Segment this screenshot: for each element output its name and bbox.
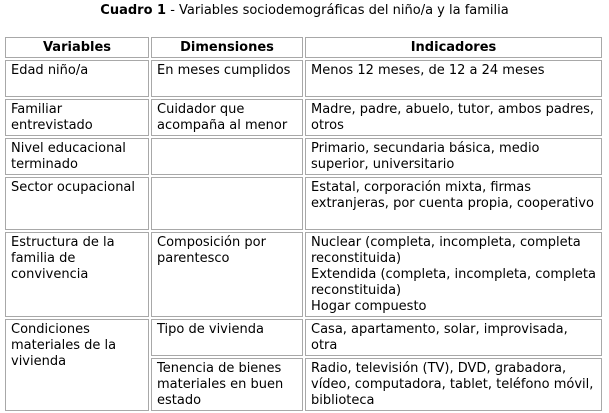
dimension-cell: Cuidador que acompaña al menor — [151, 99, 303, 136]
variable-cell: Familiar entrevistado — [5, 99, 149, 136]
indicator-line: Menos 12 meses, de 12 a 24 meses — [311, 63, 545, 78]
dimension-cell: Composición por parentesco — [151, 232, 303, 317]
variable-cell: Nivel educacional terminado — [5, 138, 149, 175]
caption-label: Cuadro 1 — [100, 3, 167, 18]
indicator-line: Casa, apartamento, solar, improvisada, otra — [311, 322, 568, 353]
indicator-line: Estatal, corporación mixta, firmas extranjeras, por cuenta propia, cooperativo — [311, 180, 594, 211]
variable-cell: Edad niño/a — [5, 60, 149, 97]
header-dimensiones: Dimensiones — [151, 37, 303, 58]
variable-cell: Estructura de la familia de convivencia — [5, 232, 149, 317]
table-row — [5, 60, 602, 97]
header-indicadores: Indicadores — [305, 37, 602, 58]
dimension-cell — [151, 177, 303, 230]
dimension-cell: Tenencia de bienes materiales en buen estado — [151, 358, 303, 411]
dimension-cell: En meses cumplidos — [151, 60, 303, 97]
indicator-line: Madre, padre, abuelo, tutor, ambos padres, otros — [311, 102, 595, 133]
indicator-line: Extendida (completa, incompleta, completa reconstituida) — [311, 267, 596, 298]
variable-cell: Sector ocupacional — [5, 177, 149, 230]
indicator-cell — [305, 138, 602, 175]
indicator-line: Hogar compuesto — [311, 299, 427, 314]
indicator-cell — [305, 177, 602, 230]
indicator-cell — [305, 358, 602, 411]
header-variables: Variables — [5, 37, 149, 58]
table-row — [5, 99, 602, 136]
table-row — [5, 177, 602, 230]
table-row — [5, 319, 602, 356]
table-row — [5, 232, 602, 317]
indicator-cell — [305, 99, 602, 136]
indicator-cell — [305, 319, 602, 356]
indicator-line: Radio, televisión (TV), DVD, grabadora, vídeo, computadora, tablet, teléfono móvil, biblioteca — [311, 361, 594, 408]
variables-table — [3, 35, 604, 413]
variable-cell: Condiciones materiales de la vivienda — [5, 319, 149, 411]
indicator-line: Primario, secundaria básica, medio superior, universitario — [311, 141, 540, 172]
indicator-cell — [305, 232, 602, 317]
caption-text: - Variables sociodemográficas del niño/a y la familia — [166, 3, 509, 18]
table-caption — [0, 2, 609, 20]
indicator-line: Nuclear (completa, incompleta, completa reconstituida) — [311, 235, 581, 266]
indicator-cell — [305, 60, 602, 97]
dimension-cell: Tipo de vivienda — [151, 319, 303, 356]
table-row — [5, 138, 602, 175]
header-row — [5, 37, 602, 58]
dimension-cell — [151, 138, 303, 175]
